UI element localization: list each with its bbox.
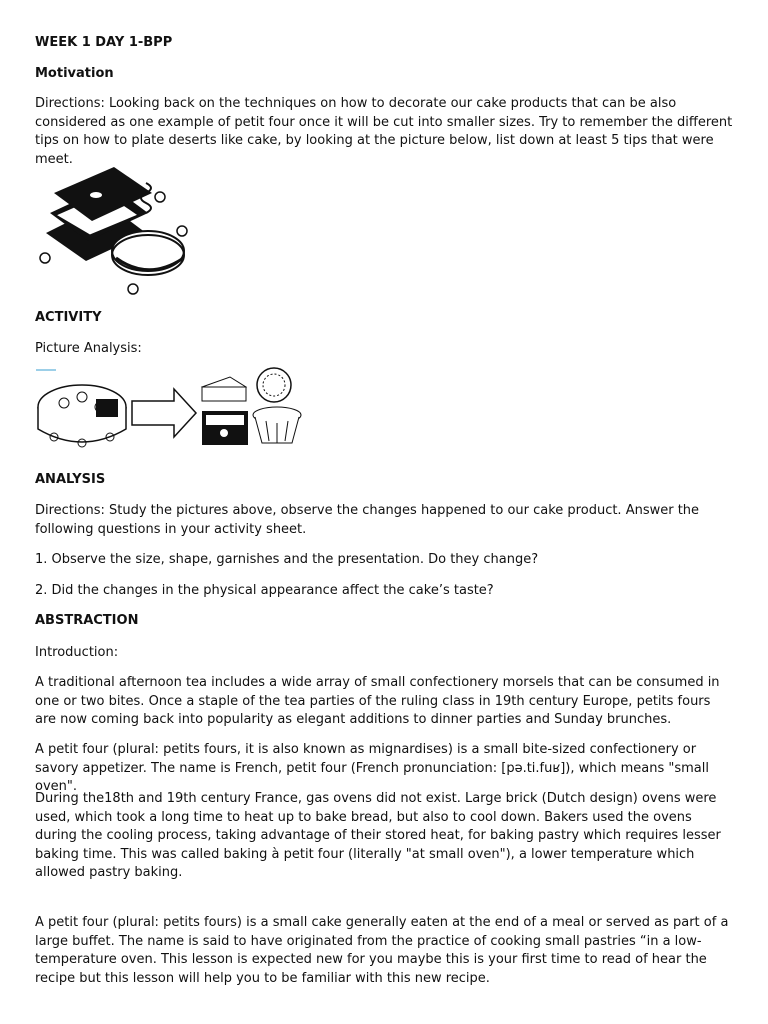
page-title: WEEK 1 DAY 1-BPP	[35, 35, 173, 50]
abstraction-paragraph-2: A petit four (plural: petits fours, it is also known as mignardises) is a small bite-sized confectionery or savory appetizer. The name is French, petit four (French pronunciation: [pə.ti.fuʁ]), which means "small oven".	[35, 742, 710, 794]
motivation-directions: Directions: Looking back on the techniques on how to decorate our cake products that can be also considered as one example of petit four once it will be cut into smaller sizes. Try to remember the different tips on how to plate deserts like cake, by looking at the picture below, list down at least 5 tips that were meet.	[35, 96, 733, 167]
analysis-directions: Directions: Study the pictures above, observe the changes happened to our cake product. Answer the following questions in your activity sheet.	[35, 503, 700, 537]
abstraction-heading: ABSTRACTION	[35, 613, 139, 628]
analysis-question-1: 1. Observe the size, shape, garnishes and the presentation. Do they change?	[35, 552, 539, 567]
abstraction-paragraph-3: During the18th and 19th century France, gas ovens did not exist. Large brick (Dutch design) ovens were used, which took a long time to heat up to bake bread, but also to cool down. Bakers used the ovens during the cooling process, taking advantage of their stored heat, for baking pastry which requires lesser baking time. This was called baking à petit four (literally "at small oven"), a lower temperature which allowed pastry baking.	[35, 791, 721, 880]
stacked-cake-illustration	[36, 163, 188, 298]
analysis-heading: ANALYSIS	[35, 472, 106, 487]
analysis-question-2: 2. Did the changes in the physical appearance affect the cake’s taste?	[35, 583, 494, 598]
picture-analysis-illustration	[34, 367, 306, 457]
abstraction-paragraph-1: A traditional afternoon tea includes a wide array of small confectionery morsels that can be consumed in one or two bites. Once a staple of the tea parties of the ruling class in 19th century Europe, petits fours are now coming back into popularity as elegant additions to dinner parties and Sunday brunches.	[35, 675, 720, 727]
abstraction-intro: Introduction:	[35, 645, 119, 660]
motivation-heading: Motivation	[35, 66, 114, 81]
abstraction-paragraph-4: A petit four (plural: petits fours) is a small cake generally eaten at the end of a meal or served as part of a large buffet. The name is said to have originated from the practice of cooking small pastries “in a low-temperature oven. This lesson is expected new for you maybe this is your first time to read of hear the recipe but this lesson will help you to be familiar with this new recipe.	[35, 915, 729, 986]
activity-subheading: Picture Analysis:	[35, 341, 142, 356]
activity-heading: ACTIVITY	[35, 310, 102, 325]
